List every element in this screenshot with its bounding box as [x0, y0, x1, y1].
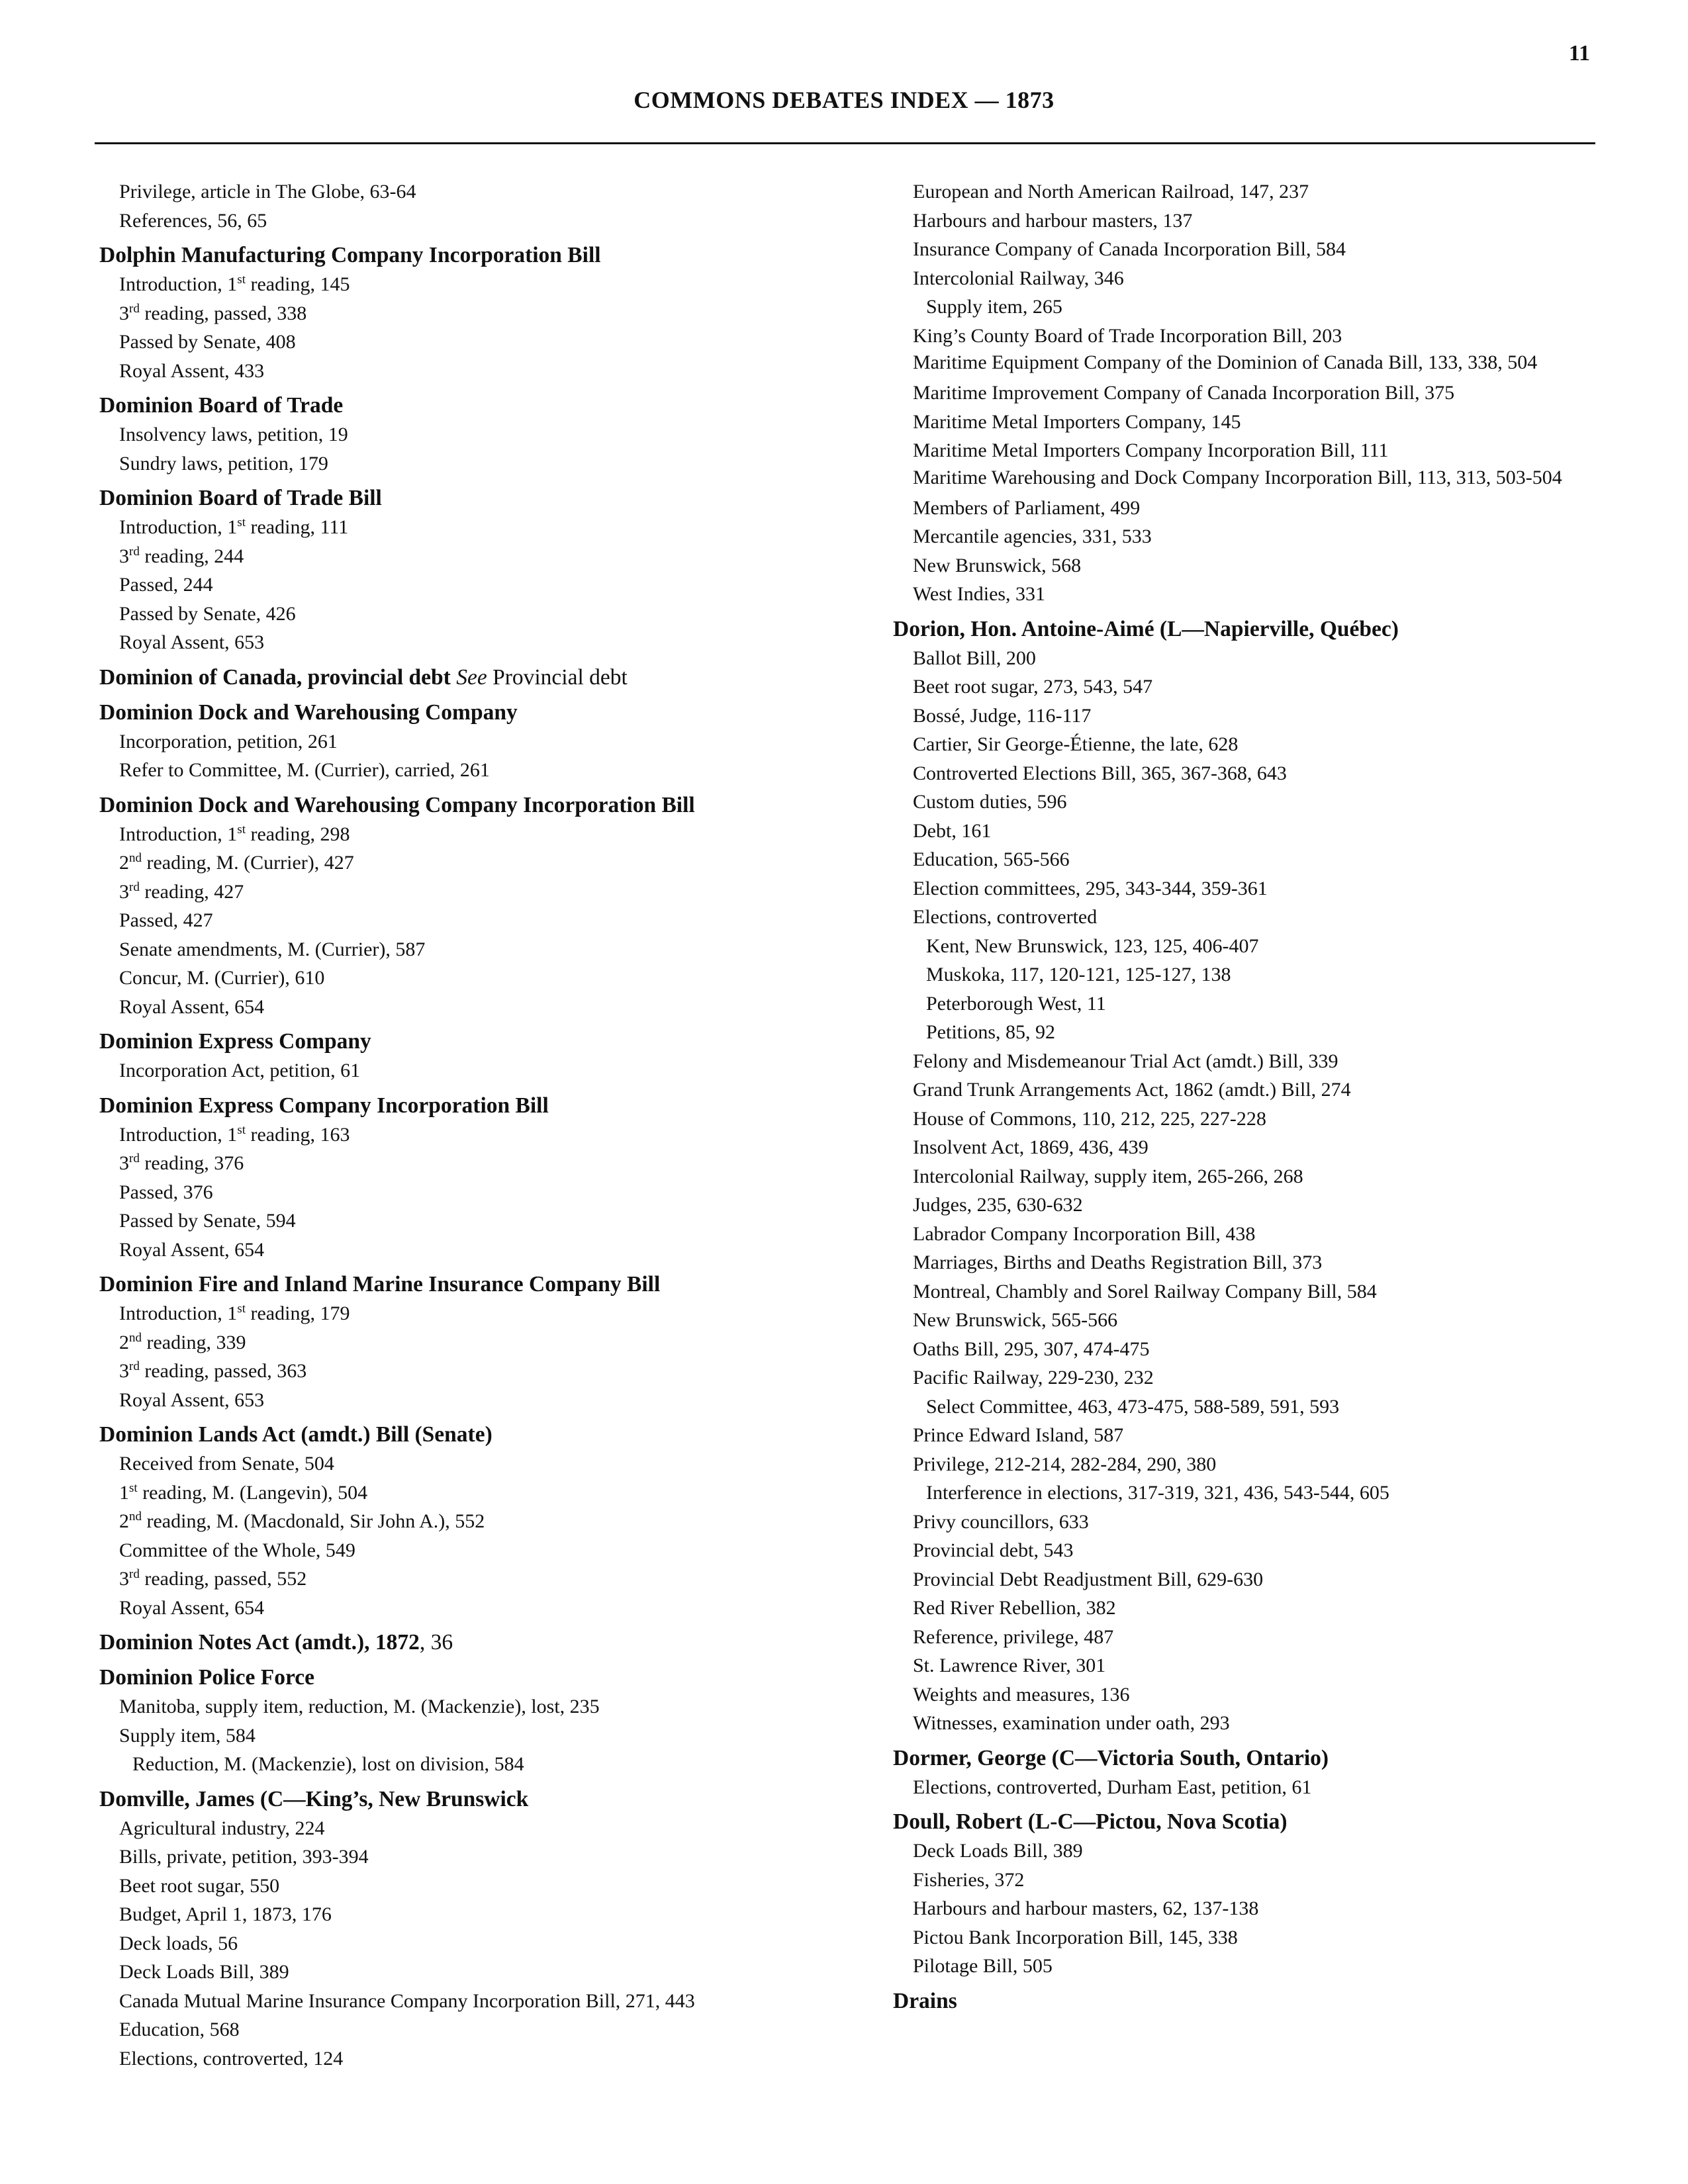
index-subentry — [893, 1536, 1608, 1565]
index-subentry-nested — [893, 989, 1608, 1019]
index-subentry — [893, 1594, 1608, 1623]
subentry-text: Witnesses, examination under oath, 293 — [913, 1712, 1230, 1734]
index-subentry — [99, 1236, 841, 1265]
subentry-text: Introduction, 1 — [119, 273, 238, 295]
index-subentry — [99, 1721, 841, 1751]
index-subentry — [893, 206, 1608, 236]
publication-title: The Globe — [275, 181, 360, 203]
subentry-text: Harbours and harbour masters, 137 — [913, 209, 1193, 232]
index-heading-text: Dominion Fire and Inland Marine Insurance Company Bill — [99, 1272, 661, 1297]
index-heading-text: Dominion Dock and Warehousing Company Incorporation Bill — [99, 792, 695, 817]
index-heading-text: Dominion of Canada, provincial debt — [99, 664, 457, 690]
subentry-text: Pacific Railway, 229-230, 232 — [913, 1367, 1154, 1388]
index-subentry — [893, 672, 1608, 702]
ordinal-suffix: nd — [129, 851, 142, 865]
subentry-text: Deck Loads Bill, 389 — [913, 1840, 1083, 1862]
subentry-text: Members of Parliament, 499 — [913, 496, 1141, 519]
subentry-text: 2 — [119, 852, 129, 874]
subentry-text: Budget, April 1, 1873, 176 — [119, 1903, 332, 1925]
ordinal-suffix: st — [129, 1480, 138, 1495]
subentry-text: Intercolonial Railway, 346 — [913, 267, 1124, 289]
subentry-text: Custom duties, 596 — [913, 791, 1067, 813]
subentry-text: Bills, private, petition, 393-394 — [119, 1846, 369, 1868]
index-subentry — [99, 600, 841, 629]
subentry-text: Manitoba, supply item, reduction, M. (Mackenzie), lost, 235 — [119, 1696, 600, 1717]
index-subentry — [99, 299, 841, 328]
subentry-text: Intercolonial Railway, supply item, 265-266, 268 — [913, 1165, 1303, 1187]
subentry-text: Peterborough West, 11 — [926, 992, 1106, 1015]
page-title: COMMONS DEBATES INDEX — 1873 — [633, 87, 1055, 113]
index-subentry — [99, 993, 841, 1022]
subentry-text: Reduction, M. (Mackenzie), lost on division, 584 — [132, 1753, 524, 1775]
index-heading-text: Dominion Board of Trade — [99, 393, 344, 418]
index-subentry — [99, 449, 841, 478]
subentry-text: 2 — [119, 1331, 129, 1353]
ordinal-suffix: rd — [129, 301, 140, 316]
index-subentry — [99, 542, 841, 571]
subentry-text: Supply item, 265 — [926, 296, 1062, 318]
index-heading-text: Dominion Board of Trade Bill — [99, 486, 382, 510]
subentry-text: Maritime Equipment Company of the Dominion of Canada Bill, 133, 338, 504 — [913, 351, 1538, 373]
ordinal-suffix: nd — [129, 1510, 142, 1524]
subentry-text: Supply item, 584 — [119, 1724, 256, 1747]
index-subentry — [99, 1929, 841, 1958]
subentry-text: Marriages, Births and Deaths Registration Bill, 373 — [913, 1251, 1323, 1273]
index-subentry — [99, 1843, 841, 1872]
subentry-text: Select Committee, 463, 473-475, 588-589, 591, 593 — [926, 1395, 1340, 1418]
subentry-text: Ballot Bill, 200 — [913, 647, 1036, 669]
index-subentry — [893, 1335, 1608, 1364]
index-heading-detail: Provincial debt — [487, 664, 628, 690]
index-subentry — [893, 845, 1608, 874]
subentry-text: Royal Assent, 654 — [119, 1596, 265, 1619]
index-heading — [99, 391, 841, 420]
index-heading — [99, 484, 841, 513]
subentry-text: Insolvency laws, petition, 19 — [119, 424, 348, 445]
subentry-text: Passed by Senate, 408 — [119, 331, 296, 353]
index-subentry — [893, 177, 1608, 206]
ordinal-suffix: rd — [129, 880, 140, 894]
subentry-text: Deck Loads Bill, 389 — [119, 1961, 289, 1983]
subentry-text: Maritime Metal Importers Company, 145 — [913, 410, 1241, 433]
index-subentry — [893, 1952, 1608, 1981]
index-subentry — [99, 727, 841, 756]
subentry-text: Provincial debt, 543 — [913, 1539, 1074, 1561]
index-subentry — [893, 1680, 1608, 1709]
subentry-text: , 63-64 — [359, 181, 416, 203]
index-subentry — [99, 1479, 841, 1508]
subentry-text: References, 56, 65 — [119, 209, 267, 232]
subentry-text: Felony and Misdemeanour Trial Act (amdt.) Bill, 339 — [913, 1050, 1338, 1072]
subentry-text: reading, M. (Currier), 427 — [142, 852, 354, 874]
index-subentry — [893, 1709, 1608, 1738]
ordinal-suffix: st — [237, 1122, 246, 1137]
subentry-text: Muskoka, 117, 120-121, 125-127, 138 — [926, 964, 1231, 985]
subentry-text: 3 — [119, 1568, 129, 1590]
index-subentry — [893, 494, 1608, 523]
subentry-text: Kent, New Brunswick, 123, 125, 406-407 — [926, 934, 1259, 957]
subentry-text: Cartier, Sir George-Étienne, the late, 628 — [913, 733, 1239, 755]
index-subentry — [99, 1987, 841, 2016]
index-subentry — [893, 408, 1608, 437]
index-subentry — [893, 235, 1608, 264]
index-subentry — [99, 206, 841, 236]
index-subentry — [893, 874, 1608, 903]
index-subentry — [99, 1149, 841, 1178]
subentry-text: Debt, 161 — [913, 819, 992, 842]
index-subentry — [893, 1105, 1608, 1134]
index-subentry — [893, 1306, 1608, 1335]
subentry-text: Royal Assent, 654 — [119, 1238, 265, 1261]
index-subentry — [99, 878, 841, 907]
subentry-text: Petitions, 85, 92 — [926, 1021, 1056, 1043]
subentry-text: Introduction, 1 — [119, 516, 238, 538]
subentry-text: European and North American Railroad, 147, 237 — [913, 181, 1309, 203]
subentry-text: Royal Assent, 433 — [119, 359, 265, 382]
index-subentry — [99, 270, 841, 299]
subentry-text: Privilege, article in — [119, 181, 276, 203]
subentry-text: Senate amendments, M. (Currier), 587 — [119, 938, 426, 960]
ordinal-suffix: st — [237, 273, 246, 287]
index-heading-text: Dormer, George (C—Victoria South, Ontario) — [893, 1745, 1329, 1770]
subentry-text: West Indies, 331 — [913, 583, 1046, 605]
index-subentry — [99, 1120, 841, 1150]
subentry-text: Beet root sugar, 550 — [119, 1874, 280, 1897]
subentry-text: reading, 179 — [246, 1302, 350, 1324]
index-subentry — [893, 522, 1608, 551]
subentry-text: Fisheries, 372 — [913, 1868, 1025, 1891]
index-heading — [99, 1628, 841, 1657]
index-column-right — [893, 177, 1608, 2016]
index-heading — [893, 615, 1608, 644]
index-heading-text: Drains — [893, 1988, 957, 2013]
index-heading — [893, 1807, 1608, 1837]
index-subentry-nested — [99, 1750, 841, 1779]
subentry-text: 2 — [119, 1510, 129, 1532]
index-subentry — [893, 1162, 1608, 1191]
subentry-text: 3 — [119, 880, 129, 903]
ordinal-suffix: st — [237, 516, 246, 529]
index-subentry-nested — [893, 293, 1608, 322]
index-subentry — [893, 1508, 1608, 1537]
subentry-text: Education, 565-566 — [913, 848, 1070, 870]
index-subentry — [893, 759, 1608, 788]
index-heading — [99, 241, 841, 270]
index-subentry — [99, 1872, 841, 1901]
index-heading — [893, 1987, 1608, 2016]
index-subentry — [99, 357, 841, 386]
index-heading-text: Dominion Dock and Warehousing Company — [99, 700, 518, 725]
index-subentry — [893, 1651, 1608, 1680]
subentry-text: Maritime Improvement Company of Canada Incorporation Bill, 375 — [913, 382, 1455, 404]
subentry-text: reading, passed, 338 — [139, 302, 307, 324]
subentry-text: Introduction, 1 — [119, 823, 238, 845]
subentry-text: Beet root sugar, 273, 543, 547 — [913, 676, 1153, 698]
index-subentry — [893, 1623, 1608, 1652]
index-subentry — [893, 1248, 1608, 1277]
index-subentry — [893, 1075, 1608, 1105]
index-heading — [99, 1785, 841, 1814]
subentry-text: Elections, controverted, 124 — [119, 2047, 344, 2070]
index-subentry — [99, 1536, 841, 1565]
index-subentry — [99, 964, 841, 993]
subentry-text: Insolvent Act, 1869, 436, 439 — [913, 1136, 1149, 1158]
index-subentry — [99, 1449, 841, 1479]
subentry-text: Mercantile agencies, 331, 533 — [913, 525, 1152, 547]
subentry-text: New Brunswick, 568 — [913, 554, 1082, 576]
index-subentry — [893, 1191, 1608, 1220]
subentry-text: reading, M. (Langevin), 504 — [137, 1481, 368, 1504]
subentry-text: Canada Mutual Marine Insurance Company Incorporation Bill, 271, 443 — [119, 1989, 695, 2012]
index-heading-text: Dorion, Hon. Antoine-Aimé (L—Napierville, Québec) — [893, 616, 1399, 641]
index-subentry — [99, 2044, 841, 2073]
subentry-text: Maritime Warehousing and Dock Company Incorporation Bill, 113, 313, 503-504 — [913, 466, 1562, 488]
subentry-text: reading, 111 — [246, 516, 349, 538]
index-subentry — [99, 1328, 841, 1357]
index-subentry — [99, 1507, 841, 1536]
subentry-text: Labrador Company Incorporation Bill, 438 — [913, 1222, 1256, 1245]
subentry-text: 1 — [119, 1481, 129, 1504]
index-heading-text: Dominion Lands Act (amdt.) Bill (Senate) — [99, 1422, 492, 1447]
index-heading — [99, 1270, 841, 1299]
index-subentry — [99, 756, 841, 785]
index-subentry — [893, 465, 1608, 490]
index-subentry — [893, 1923, 1608, 1952]
index-subentry — [893, 350, 1608, 375]
index-subentry — [893, 1450, 1608, 1479]
subentry-text: reading, passed, 363 — [139, 1360, 307, 1382]
index-subentry — [893, 1773, 1608, 1802]
subentry-text: Oaths Bill, 295, 307, 474-475 — [913, 1338, 1150, 1360]
subentry-text: Elections, controverted — [913, 906, 1098, 928]
index-subentry — [99, 820, 841, 849]
subentry-text: reading, 145 — [246, 273, 350, 295]
subentry-text: Committee of the Whole, 549 — [119, 1539, 355, 1561]
subentry-text: Interference in elections, 317-319, 321, 436, 543-544, 605 — [926, 1482, 1389, 1504]
index-subentry — [893, 702, 1608, 731]
subentry-text: Passed by Senate, 594 — [119, 1210, 296, 1232]
index-subentry — [893, 551, 1608, 580]
index-subentry — [893, 1837, 1608, 1866]
index-heading — [99, 663, 841, 692]
subentry-text: reading, 244 — [139, 545, 244, 567]
index-heading-text: Dominion Express Company Incorporation Bill — [99, 1093, 549, 1118]
see-reference: See — [456, 664, 487, 690]
index-column-left — [99, 177, 841, 2073]
subentry-text: Incorporation, petition, 261 — [119, 730, 338, 752]
index-heading — [99, 791, 841, 820]
index-subentry — [893, 1047, 1608, 1076]
index-subentry — [99, 177, 841, 206]
index-subentry — [99, 1206, 841, 1236]
index-subentry — [893, 580, 1608, 609]
index-heading — [99, 1420, 841, 1449]
subentry-text: Provincial Debt Readjustment Bill, 629-630 — [913, 1568, 1264, 1590]
subentry-text: Controverted Elections Bill, 365, 367-368, 643 — [913, 762, 1287, 784]
index-heading-detail: , 36 — [419, 1630, 453, 1655]
ordinal-suffix: rd — [129, 1567, 140, 1581]
index-subentry — [99, 420, 841, 449]
subentry-text: Concur, M. (Currier), 610 — [119, 967, 325, 989]
subentry-text: Judges, 235, 630-632 — [913, 1194, 1083, 1216]
subentry-text: Sundry laws, petition, 179 — [119, 452, 328, 475]
subentry-text: Harbours and harbour masters, 62, 137-138 — [913, 1897, 1259, 1919]
index-subentry — [99, 1056, 841, 1085]
subentry-text: New Brunswick, 565-566 — [913, 1309, 1118, 1331]
ordinal-suffix: st — [237, 1302, 246, 1316]
subentry-text: reading, 376 — [139, 1152, 244, 1174]
subentry-text: Pictou Bank Incorporation Bill, 145, 338 — [913, 1926, 1238, 1948]
index-heading — [99, 1091, 841, 1120]
index-subentry — [893, 730, 1608, 759]
subentry-text: Incorporation Act, petition, 61 — [119, 1060, 361, 1081]
subentry-text: St. Lawrence River, 301 — [913, 1655, 1106, 1676]
index-subentry — [893, 322, 1608, 351]
subentry-text: reading, 163 — [246, 1123, 350, 1146]
index-subentry — [893, 379, 1608, 408]
index-subentry — [99, 848, 841, 878]
index-heading-text: Dominion Express Company — [99, 1029, 371, 1054]
subentry-text: Election committees, 295, 343-344, 359-361 — [913, 877, 1268, 899]
subentry-text: Montreal, Chambly and Sorel Railway Company Bill, 584 — [913, 1280, 1377, 1302]
index-subentry — [99, 513, 841, 542]
ordinal-suffix: st — [237, 822, 246, 837]
index-heading — [893, 1744, 1608, 1773]
index-subentry — [99, 628, 841, 657]
index-subentry — [99, 1814, 841, 1843]
subentry-text: reading, passed, 552 — [139, 1568, 307, 1590]
subentry-text: Privilege, 212-214, 282-284, 290, 380 — [913, 1453, 1217, 1475]
index-subentry — [99, 935, 841, 964]
subentry-text: 3 — [119, 1360, 129, 1382]
index-subentry — [893, 1363, 1608, 1392]
subentry-text: Maritime Metal Importers Company Incorporation Bill, 111 — [913, 439, 1389, 461]
subentry-text: 3 — [119, 545, 129, 567]
subentry-text: Elections, controverted, Durham East, petition, 61 — [913, 1776, 1312, 1798]
subentry-text: Pilotage Bill, 505 — [913, 1955, 1053, 1977]
index-subentry — [99, 1386, 841, 1415]
index-subentry — [99, 906, 841, 935]
index-subentry — [893, 1421, 1608, 1450]
index-subentry — [893, 1894, 1608, 1923]
ordinal-suffix: rd — [129, 1359, 140, 1373]
ordinal-suffix: nd — [129, 1330, 142, 1345]
subentry-text: Insurance Company of Canada Incorporation Bill, 584 — [913, 238, 1346, 260]
ordinal-suffix: rd — [129, 1152, 140, 1165]
index-subentry-nested — [893, 1018, 1608, 1047]
index-subentry-nested — [893, 960, 1608, 989]
subentry-text: Bossé, Judge, 116-117 — [913, 704, 1092, 727]
index-subentry-nested — [893, 932, 1608, 961]
subentry-text: Passed, 376 — [119, 1181, 213, 1203]
index-heading-text: Doull, Robert (L-C—Pictou, Nova Scotia) — [893, 1809, 1288, 1834]
index-subentry — [893, 1133, 1608, 1162]
subentry-text: Royal Assent, 653 — [119, 631, 265, 653]
index-subentry — [893, 1277, 1608, 1306]
index-heading — [99, 1663, 841, 1692]
index-subentry-nested — [893, 1479, 1608, 1508]
index-subentry — [99, 1900, 841, 1929]
index-subentry — [99, 570, 841, 600]
index-subentry — [893, 1565, 1608, 1594]
subentry-text: Royal Assent, 653 — [119, 1388, 265, 1411]
index-subentry — [99, 1692, 841, 1721]
ordinal-suffix: rd — [129, 544, 140, 559]
index-subentry — [99, 1958, 841, 1987]
header-rule — [95, 142, 1595, 144]
subentry-text: Refer to Committee, M. (Currier), carried, 261 — [119, 759, 490, 781]
index-subentry — [893, 644, 1608, 673]
subentry-text: Introduction, 1 — [119, 1123, 238, 1146]
index-subentry — [893, 264, 1608, 293]
index-subentry — [99, 1594, 841, 1623]
index-heading — [99, 698, 841, 727]
index-subentry — [99, 328, 841, 357]
subentry-text: Received from Senate, 504 — [119, 1453, 334, 1475]
subentry-text: reading, 298 — [246, 823, 350, 845]
subentry-text: Privy councillors, 633 — [913, 1510, 1089, 1533]
index-heading-text: Domville, James (C—King’s, New Brunswick — [99, 1786, 529, 1811]
page-number: 11 — [1568, 41, 1590, 66]
index-subentry — [99, 1299, 841, 1328]
subentry-text: Passed, 427 — [119, 909, 213, 931]
subentry-text: Agricultural industry, 224 — [119, 1817, 325, 1839]
subentry-text: House of Commons, 110, 212, 225, 227-228 — [913, 1107, 1266, 1130]
index-heading-text: Dominion Police Force — [99, 1665, 315, 1690]
index-subentry — [99, 1565, 841, 1594]
index-subentry — [893, 903, 1608, 932]
subentry-text: 3 — [119, 302, 129, 324]
subentry-text: King’s County Board of Trade Incorporation Bill, 203 — [913, 324, 1342, 347]
subentry-text: reading, 339 — [142, 1331, 246, 1353]
index-subentry — [99, 2015, 841, 2044]
subentry-text: reading, M. (Macdonald, Sir John A.), 552 — [142, 1510, 485, 1532]
subentry-text: Weights and measures, 136 — [913, 1683, 1130, 1706]
index-subentry — [893, 817, 1608, 846]
index-subentry-nested — [893, 1392, 1608, 1422]
subentry-text: Deck loads, 56 — [119, 1932, 238, 1954]
subentry-text: Red River Rebellion, 382 — [913, 1597, 1116, 1619]
subentry-text: Royal Assent, 654 — [119, 995, 265, 1018]
subentry-text: Reference, privilege, 487 — [913, 1625, 1114, 1648]
subentry-text: Introduction, 1 — [119, 1302, 238, 1324]
index-heading-text: Dolphin Manufacturing Company Incorporation Bill — [99, 243, 601, 267]
subentry-text: reading, 427 — [139, 880, 244, 903]
subentry-text: Grand Trunk Arrangements Act, 1862 (amdt.) Bill, 274 — [913, 1079, 1351, 1101]
subentry-text: Passed by Senate, 426 — [119, 602, 296, 625]
subentry-text: Education, 568 — [119, 2019, 240, 2040]
index-subentry — [99, 1357, 841, 1386]
subentry-text: Passed, 244 — [119, 574, 213, 596]
index-subentry — [99, 1178, 841, 1207]
index-subentry — [893, 1866, 1608, 1895]
subentry-text: Prince Edward Island, 587 — [913, 1424, 1124, 1446]
index-subentry — [893, 788, 1608, 817]
index-subentry — [893, 1220, 1608, 1249]
index-heading — [99, 1027, 841, 1056]
index-heading-text: Dominion Notes Act (amdt.), 1872 — [99, 1630, 420, 1655]
subentry-text: 3 — [119, 1152, 129, 1174]
index-subentry — [893, 436, 1608, 465]
